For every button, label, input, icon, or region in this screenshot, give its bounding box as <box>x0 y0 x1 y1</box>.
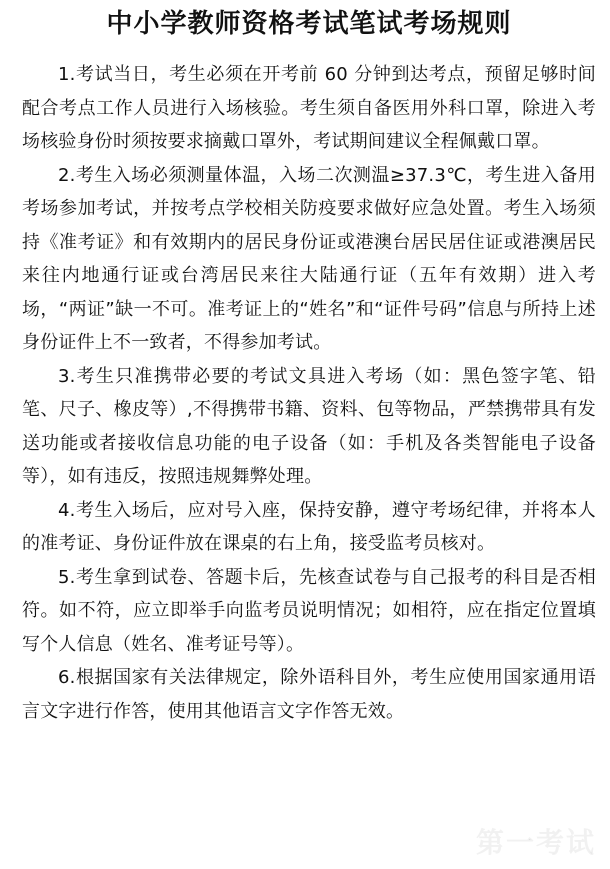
watermark-logo: 第一考试 <box>475 826 596 859</box>
rule-paragraph: 5.考生拿到试卷、答题卡后，先核查试卷与自己报考的科目是否相符。如不符，应立即举手向监考员说明情况；如相符，应在指定位置填写个人信息（姓名、准考证号等）。 <box>22 566 596 655</box>
rule-paragraph: 1.考试当日，考生必须在开考前 60 分钟到达考点，预留足够时间配合考点工作人员进行入场核验。考生须自备医用外科口罩，除进入考场核验身份时须按要求摘戴口罩外，考试期间建议全程佩戴口罩。 <box>22 64 596 152</box>
rule-paragraph: 4.考生入场后，应对号入座，保持安静，遵守考场纪律，并将本人的准考证、身份证件放在课桌的右上角，接受监考员核对。 <box>22 499 596 554</box>
rule-paragraph: 2.考生入场必须测量体温，入场二次测温≥37.3℃，考生进入备用考场参加考试，并按考点学校相关防疫要求做好应急处置。考生入场须持《准考证》和有效期内的居民身份证或港澳台居民居住证或港澳居民来往内地通行证或台湾居民来往大陆通行证（五年有效期）进入考场，“两证”缺一不可。准考证上的“姓名”和“证件号码”信息与所持上述身份证件上不一致者，不得参加考试。 <box>22 164 596 353</box>
document-title: 中小学教师资格考试笔试考场规则 <box>106 9 512 39</box>
rules-list <box>22 58 596 728</box>
rule-paragraph: 3.考生只准携带必要的考试文具进入考场（如：黑色签字笔、铅笔、尺子、橡皮等）,不得携带书籍、资料、包等物品，严禁携带具有发送功能或者接收信息功能的电子设备（如：手机及各类智能电子设备等），如有违反，按照违规舞弊处理。 <box>22 365 596 487</box>
rule-paragraph: 6.根据国家有关法律规定，除外语科目外，考生应使用国家通用语言文字进行作答，使用其他语言文字作答无效。 <box>22 667 596 722</box>
